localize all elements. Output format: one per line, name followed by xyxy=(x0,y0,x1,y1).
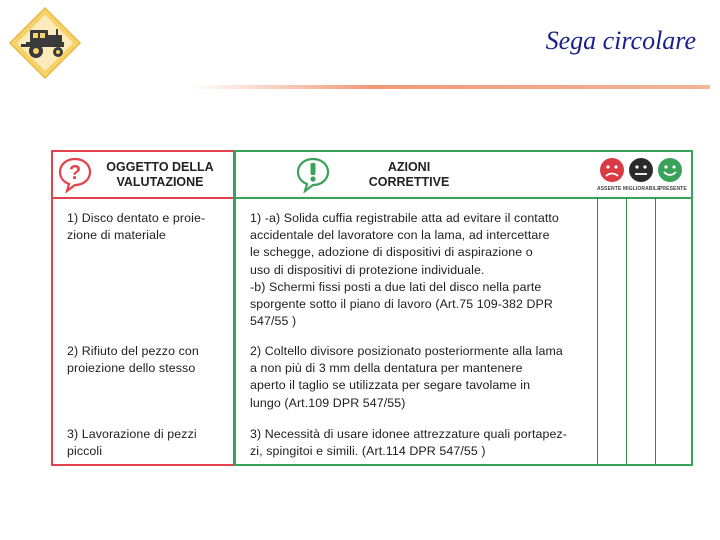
happy-face-icon xyxy=(657,157,683,183)
logo xyxy=(8,6,82,80)
action-column xyxy=(234,150,693,466)
rating-column-divider xyxy=(597,197,598,464)
evaluation-card xyxy=(51,150,693,466)
rating-label-absent: ASSENTE xyxy=(597,186,622,192)
rating-column-divider xyxy=(655,197,656,464)
rating-column-divider xyxy=(626,197,627,464)
hazard-column xyxy=(51,150,235,466)
hazard-header-label: OGGETTO DELLA VALUTAZIONE xyxy=(106,160,214,189)
rating-label-improvable: MIGLIORABILE xyxy=(623,186,661,192)
hazard-item-1: 1) Disco dentato e proie- zione di materiale xyxy=(67,211,206,243)
action-item-3: 3) Necessità di usare idonee attrezzature quali portapez- zi, spingitoi e simili. (Art.114 DPR 547/55 ) xyxy=(250,427,568,459)
svg-text:?: ? xyxy=(68,162,82,184)
exclamation-mark-icon xyxy=(296,157,330,193)
question-mark-icon xyxy=(58,157,92,193)
hazard-item-3: 3) Lavorazione di pezzi piccoli xyxy=(67,427,197,459)
action-item-2: 2) Coltello divisore posizionato posteriormente alla lama a non più di 3 mm della dentatura per mantenere aperto il taglio se utilizzata per segare tavolame in lungo (Art.109 DPR 547/55) xyxy=(250,344,563,410)
title-divider xyxy=(190,85,710,89)
page-title: Sega circolare xyxy=(545,26,696,55)
action-header xyxy=(236,152,691,199)
sad-face-icon xyxy=(599,157,625,183)
rating-label-present: PRESENTE xyxy=(659,186,687,192)
neutral-face-icon xyxy=(628,157,654,183)
action-item-1: 1) -a) Solida cuffia registrabile atta ad evitare il contatto accidentale del lavoratore con la lama, ad intercettare le schegge, adozione di dispositivi di aspirazione o uso di dispositivi di protezione individuale. -b) Schermi fissi posti a due lati del disco nella parte sporgente sotto il piano di lavoro (Art.75 109-382 DPR 547/55 ) xyxy=(250,211,559,329)
tractor-icon xyxy=(8,6,82,80)
action-header-label: AZIONI CORRETTIVE xyxy=(368,160,450,189)
hazard-header xyxy=(53,152,233,199)
hazard-item-2: 2) Rifiuto del pezzo con proiezione dello stesso xyxy=(67,344,199,376)
